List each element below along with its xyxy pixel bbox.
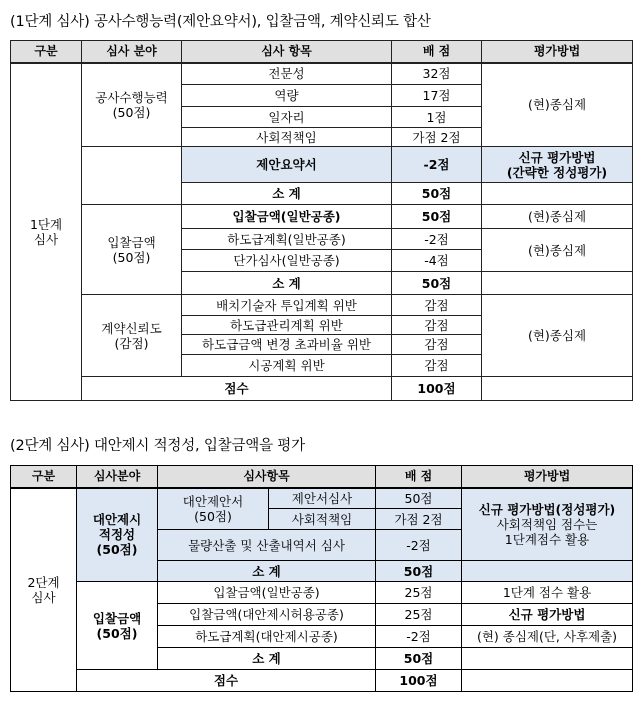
method-blank-1 xyxy=(482,183,633,205)
item-alt-proposal: 대안제안서 (50점) xyxy=(158,488,269,530)
item-quantity: 물량산출 및 산출내역서 심사 xyxy=(158,530,376,561)
item-capacity: 역량 xyxy=(182,85,392,107)
score-bid-general: 25점 xyxy=(376,582,462,604)
method-blank-2 xyxy=(462,648,633,670)
stage1-heading: (1단계 심사) 공사수행능력(제안요약서), 입찰금액, 계약신뢰도 합산 xyxy=(10,14,431,30)
score-sub-plan: -2점 xyxy=(376,626,462,648)
item-proposal: 제안요약서 xyxy=(182,147,392,183)
method-blank-3 xyxy=(462,670,633,692)
stage2-header-row xyxy=(11,466,633,488)
method-current-2: (현)종심제 xyxy=(482,205,633,229)
field-bid: 입찰금액 (50점) xyxy=(77,582,158,670)
item-subtotal-2: 소 계 xyxy=(182,272,392,295)
item-construction: 시공계획 위반 xyxy=(182,355,392,377)
item-social: 사회적책임 xyxy=(182,128,392,147)
header-item: 심사 항목 xyxy=(182,41,392,63)
item-expertise: 전문성 xyxy=(182,63,392,85)
item-unit-price: 단가심사(일반공종) xyxy=(182,250,392,272)
item-subtotal-1: 소 계 xyxy=(158,561,376,582)
item-bid-amount: 입찰금액(일반공종) xyxy=(182,205,392,229)
stage1-group-label: 1단계 심사 xyxy=(11,63,82,401)
header-category: 구분 xyxy=(11,466,77,488)
score-subtotal-1: 50점 xyxy=(392,183,482,205)
score-bid-alt: 25점 xyxy=(376,604,462,626)
score-quantity: -2점 xyxy=(376,530,462,561)
item-proposal-review: 제안서심사 xyxy=(269,488,376,509)
stage2-table xyxy=(10,465,633,692)
item-jobs: 일자리 xyxy=(182,107,392,128)
field-alternative: 대안제시 적정성 (50점) xyxy=(77,488,158,582)
score-capacity: 17점 xyxy=(392,85,482,107)
header-score: 배 점 xyxy=(376,466,462,488)
item-total: 점수 xyxy=(77,670,376,692)
stage2-group-label: 2단계 심사 xyxy=(11,488,77,692)
score-subtotal-1: 50점 xyxy=(376,561,462,582)
score-sub-plan: -2점 xyxy=(392,229,482,250)
header-method: 평가방법 xyxy=(462,466,633,488)
table-row xyxy=(11,147,633,183)
header-field: 심사 분야 xyxy=(82,41,182,63)
score-tech: 감점 xyxy=(392,295,482,316)
item-subtotal-1: 소 계 xyxy=(182,183,392,205)
item-bid-general: 입찰금액(일반공종) xyxy=(158,582,376,604)
field-trust: 계약신뢰도 (감점) xyxy=(82,295,182,377)
method-current-4: (현)종심제 xyxy=(482,295,633,377)
method-blank-2 xyxy=(482,272,633,295)
header-category: 구분 xyxy=(11,41,82,63)
score-unit-price: -4점 xyxy=(392,250,482,272)
field-bid: 입찰금액 (50점) xyxy=(82,205,182,295)
field-capability-blank xyxy=(82,147,182,205)
item-sub-plan: 하도급계획(일반공종) xyxy=(182,229,392,250)
item-social: 사회적책임 xyxy=(269,509,376,530)
method-stage1-use: 1단계 점수 활용 xyxy=(462,582,633,604)
field-capability: 공사수행능력 (50점) xyxy=(82,63,182,147)
stage2-heading: (2단계 심사) 대안제시 적정성, 입찰금액을 평가 xyxy=(10,438,305,454)
method-blank-3 xyxy=(482,377,633,401)
method-new-qual: 신규 평가방법(정성평가) xyxy=(478,501,616,517)
item-sub-ratio: 하도급금액 변경 초과비율 위반 xyxy=(182,335,392,355)
score-proposal: -2점 xyxy=(392,147,482,183)
score-construction: 감점 xyxy=(392,355,482,377)
score-sub-violation: 감점 xyxy=(392,316,482,335)
score-social: 가점 2점 xyxy=(392,128,482,147)
item-sub-plan: 하도급계획(대안제시공종) xyxy=(158,626,376,648)
item-bid-alt: 입찰금액(대안제시허용공종) xyxy=(158,604,376,626)
table-row xyxy=(11,670,633,692)
score-subtotal-2: 50점 xyxy=(392,272,482,295)
item-subtotal-2: 소 계 xyxy=(158,648,376,670)
score-bid-amount: 50점 xyxy=(392,205,482,229)
method-new-qual-cell xyxy=(462,488,633,561)
table-row xyxy=(11,63,633,85)
score-subtotal-2: 50점 xyxy=(376,648,462,670)
item-tech: 배치기술자 투입계획 위반 xyxy=(182,295,392,316)
header-field: 심사분야 xyxy=(77,466,158,488)
item-sub-violation: 하도급관리계획 위반 xyxy=(182,316,392,335)
header-score: 배 점 xyxy=(392,41,482,63)
stage1-header-row xyxy=(11,41,633,63)
score-total: 100점 xyxy=(392,377,482,401)
method-current-1: (현)종심제 xyxy=(482,63,633,147)
header-item: 심사항목 xyxy=(158,466,376,488)
header-method: 평가방법 xyxy=(482,41,633,63)
item-total: 점수 xyxy=(82,377,392,401)
method-social-note: 사회적책임 점수는 1단계점수 활용 xyxy=(496,516,598,547)
score-total: 100점 xyxy=(376,670,462,692)
score-expertise: 32점 xyxy=(392,63,482,85)
table-row xyxy=(11,295,633,316)
method-new: 신규 평가방법 xyxy=(462,604,633,626)
score-proposal-review: 50점 xyxy=(376,488,462,509)
method-current-3: (현)종심제 xyxy=(482,229,633,272)
method-current: (현) 종심제(단, 사후제출) xyxy=(462,626,633,648)
method-blank-1 xyxy=(462,561,633,582)
score-jobs: 1점 xyxy=(392,107,482,128)
table-row xyxy=(11,488,633,509)
method-new: 신규 평가방법 (간략한 정성평가) xyxy=(482,147,633,183)
stage1-table xyxy=(10,40,633,401)
score-social: 가점 2점 xyxy=(376,509,462,530)
table-row xyxy=(11,377,633,401)
table-row xyxy=(11,582,633,604)
table-row xyxy=(11,205,633,229)
score-sub-ratio: 감점 xyxy=(392,335,482,355)
